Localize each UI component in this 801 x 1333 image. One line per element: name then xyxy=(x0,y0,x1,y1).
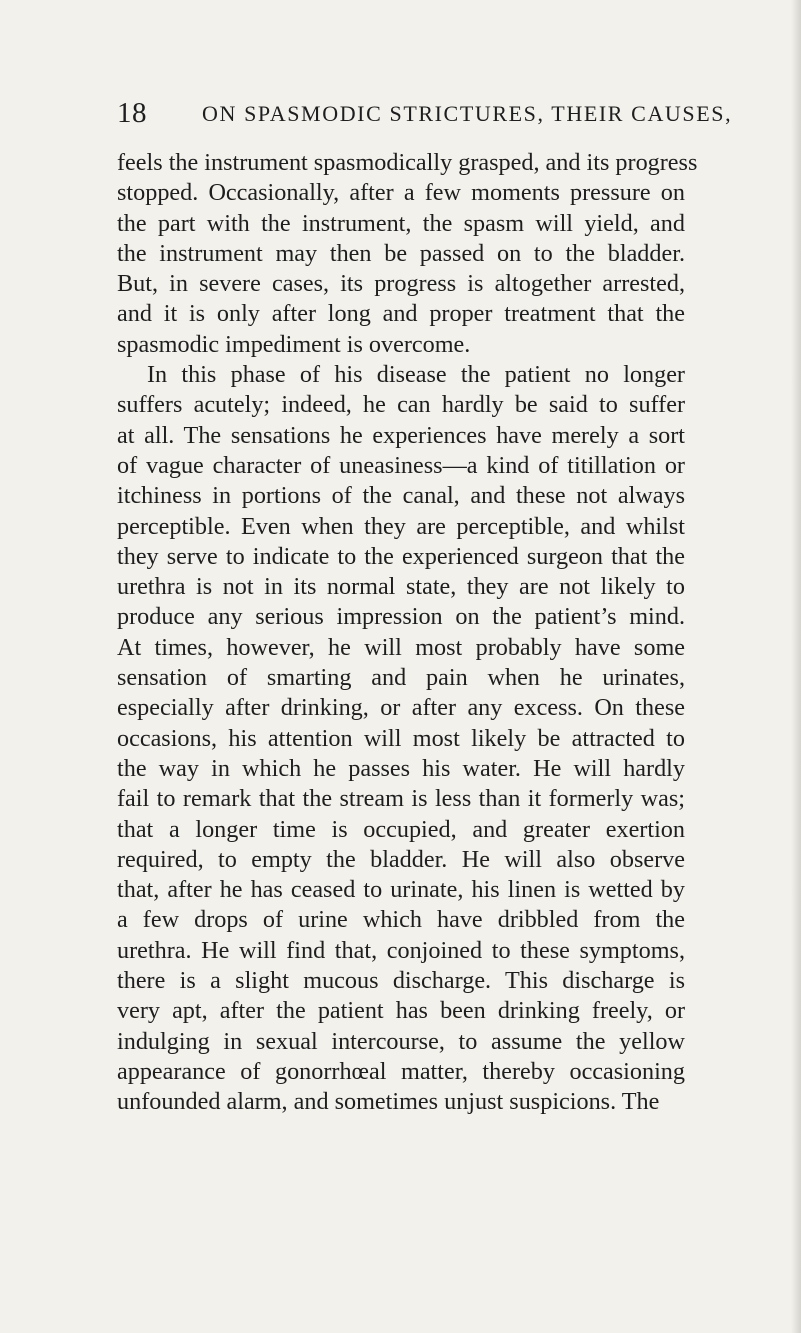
text-line: occasions, his attention will most likely be attracted to xyxy=(117,724,685,752)
text-line: very apt, after the patient has been drinking freely, or xyxy=(117,997,685,1025)
text-line: that a longer time is occupied, and greater exertion xyxy=(117,815,685,843)
text-line: perceptible. Even when they are perceptible, and whilst xyxy=(117,512,685,540)
text-line: at all. The sensations he experiences have merely a sort xyxy=(117,421,685,449)
text-line: feels the instrument spasmodically grasped, and its progress xyxy=(117,149,698,176)
body-text xyxy=(117,148,698,1118)
text-line: the way in which he passes his water. He will hardly xyxy=(117,754,685,782)
text-line: urethra. He will find that, conjoined to these symptoms, xyxy=(117,936,685,964)
text-line: produce any serious impression on the patient’s mind. xyxy=(117,603,685,631)
text-line: At times, however, he will most probably have some xyxy=(117,633,685,661)
text-line: especially after drinking, or after any excess. On these xyxy=(117,694,685,722)
running-title: ON SPASMODIC STRICTURES, THEIR CAUSES, xyxy=(202,101,733,126)
page-edge-shadow xyxy=(791,0,801,1333)
text-line: indulging in sexual intercourse, to assume the yellow xyxy=(117,1027,685,1055)
text-line: But, in severe cases, its progress is altogether arrested, xyxy=(117,270,685,298)
text-line: fail to remark that the stream is less than it formerly was; xyxy=(117,785,685,813)
text-line: urethra is not in its normal state, they are not likely to xyxy=(117,573,685,601)
text-line: there is a slight mucous discharge. This discharge is xyxy=(117,967,685,995)
text-line: itchiness in portions of the canal, and these not always xyxy=(117,482,685,510)
text-line: unfounded alarm, and sometimes unjust suspicions. The xyxy=(117,1088,660,1116)
running-head xyxy=(117,96,733,132)
text-line: that, after he has ceased to urinate, his linen is wetted by xyxy=(117,876,685,904)
text-line: sensation of smarting and pain when he urinates, xyxy=(117,664,685,692)
text-line: they serve to indicate to the experienced surgeon that the xyxy=(117,542,685,570)
text-line: a few drops of urine which have dribbled from the xyxy=(117,906,685,934)
text-line: the part with the instrument, the spasm will yield, and xyxy=(117,209,685,237)
text-line: required, to empty the bladder. He will also observe xyxy=(117,845,685,873)
page-number: 18 xyxy=(117,97,147,129)
text-line: spasmodic impediment is overcome. xyxy=(117,330,471,358)
text-line: and it is only after long and proper treatment that the xyxy=(117,300,685,328)
text-line: suffers acutely; indeed, he can hardly be said to suffer xyxy=(117,391,685,419)
text-line: stopped. Occasionally, after a few moments pressure on xyxy=(117,179,685,207)
text-line: the instrument may then be passed on to the bladder. xyxy=(117,239,685,267)
text-line: In this phase of his disease the patient no longer xyxy=(147,361,685,389)
text-line: of vague character of uneasiness—a kind of titillation or xyxy=(117,451,685,479)
text-line: appearance of gonorrhœal matter, thereby occasioning xyxy=(117,1057,685,1085)
